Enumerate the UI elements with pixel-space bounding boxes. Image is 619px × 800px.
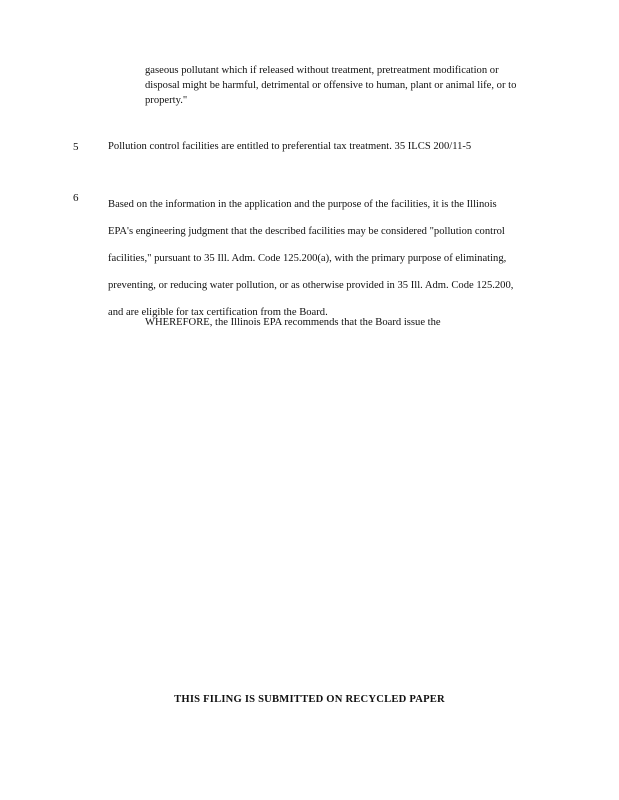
paragraph-6-text — [108, 191, 533, 326]
paragraph-line: facilities," pursuant to 35 Ill. Adm. Code 125.200(a), with the primary purpose of eliminating, — [108, 253, 507, 264]
paragraph-number: 5 — [73, 141, 79, 153]
paragraph-5-text — [108, 140, 528, 154]
paragraph-line: preventing, or reducing water pollution, or as otherwise provided in 35 Ill. Adm. Code 125.200, — [108, 280, 514, 291]
paragraph-line: and are eligible for tax certification from the Board. — [108, 307, 328, 318]
paragraph-line: Pollution control facilities are entitled to preferential tax treatment. 35 ILCS 200/11-5 — [108, 141, 472, 152]
paragraph-number: 6 — [73, 192, 79, 204]
wherefore-clause: WHEREFORE, the Illinois EPA recommends that the Board issue the — [145, 317, 441, 328]
recycled-paper-footer: THIS FILING IS SUBMITTED ON RECYCLED PAPER — [174, 694, 445, 705]
paragraph-line: EPA's engineering judgment that the described facilities may be considered "pollution control — [108, 226, 505, 237]
quote-line: gaseous pollutant which if released without treatment, pretreatment modification or — [145, 65, 499, 76]
paragraph-line: Based on the information in the application and the purpose of the facilities, it is the Illinois — [108, 199, 497, 210]
block-quote — [145, 63, 530, 108]
quote-line: property." — [145, 95, 188, 106]
quote-line: disposal might be harmful, detrimental or offensive to human, plant or animal life, or to — [145, 80, 517, 91]
